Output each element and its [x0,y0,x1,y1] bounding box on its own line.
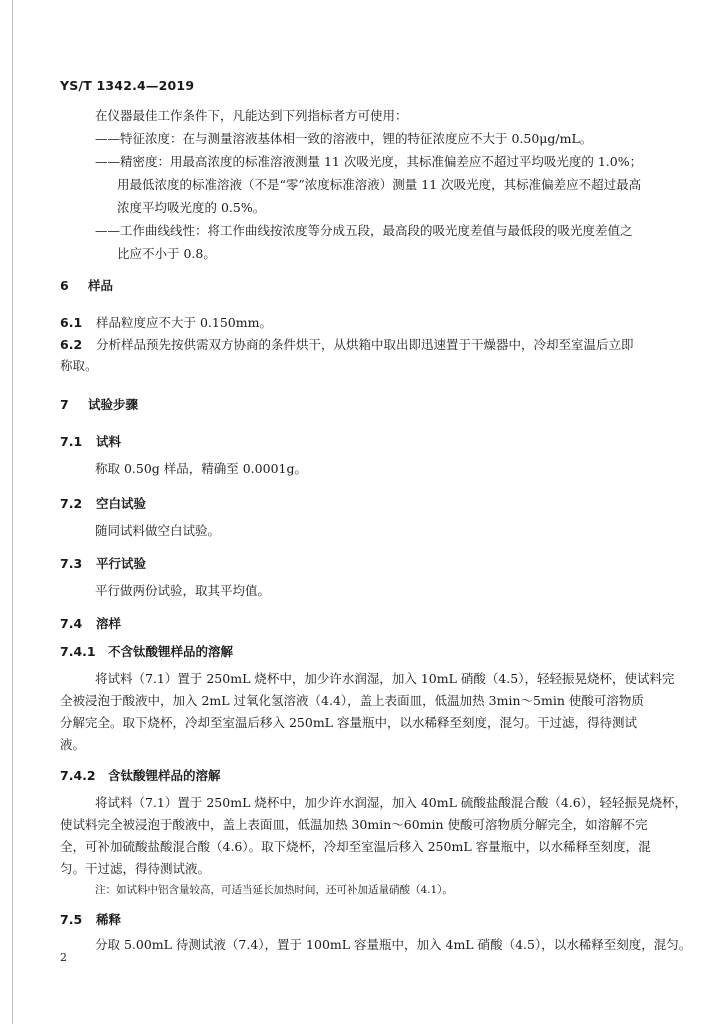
clause-6-2-line-2: 称取。 [60,358,98,373]
clause-number: 7.5 [60,912,83,927]
clause-7-4-2-line-2: 使试料完全被浸泡于酸液中，盖上表面皿，低温加热 30min～60min 使酸可溶物质分解完全，如溶解不完 [60,817,648,832]
clause-title: 溶样 [96,616,122,631]
clause-7-2-heading [60,494,146,512]
clause-7-4-1-line-2: 全被浸泡于酸液中，加入 2mL 过氧化氢溶液（4.4），盖上表面皿，低温加热 3min～5min 使酸可溶物质 [60,693,644,708]
intro-line-1: ——特征浓度：在与测量溶液基体相一致的溶液中，锂的特征浓度应不大于 0.50μg/mL。 [95,131,593,146]
clause-number: 6.1 [60,315,83,330]
clause-7-4-1-line-4: 液。 [60,737,86,752]
section-number: 6 [60,278,69,293]
clause-number: 7.3 [60,556,83,571]
section-title: 试验步骤 [88,397,139,412]
clause-title: 不含钛酸锂样品的溶解 [108,644,234,659]
clause-7-1-heading [60,432,121,450]
clause-number: 7.4.1 [60,644,96,659]
section-7-heading [60,395,138,413]
clause-7-4-heading [60,614,121,632]
section-number: 7 [60,397,69,412]
clause-6-2 [60,334,634,355]
clause-7-5-text: 分取 5.00mL 待测试液（7.4），置于 100mL 容量瓶中，加入 4mL 硝酸（4.5），以水稀释至刻度，混匀。 [95,937,692,952]
clause-title: 平行试验 [96,556,147,571]
clause-7-4-1-line-3: 分解完全。取下烧杯，冷却至室温后移入 250mL 容量瓶中，以水稀释至刻度，混匀。干过滤，得待测试 [60,715,637,730]
clause-text-line-1: 分析样品预先按供需双方协商的条件烘干，从烘箱中取出即迅速置于干燥器中，冷却至室温后立即 [96,337,634,352]
scan-edge-line [12,0,13,1024]
clause-number: 7.4 [60,616,83,631]
clause-7-4-2-line-1: 将试料（7.1）置于 250mL 烧杯中，加少许水润湿，加入 40mL 硫酸盐酸混合酸（4.6），轻轻振晃烧杯， [95,795,687,810]
intro-line-4: 浓度平均吸光度的 0.5%。 [117,200,266,215]
clause-text: 样品粒度应不大于 0.150mm。 [96,315,272,330]
clause-7-4-1-heading [60,642,233,660]
standard-id-header: YS/T 1342.4—2019 [60,78,195,93]
clause-number: 7.4.2 [60,768,96,783]
clause-7-4-2-heading [60,766,221,784]
clause-7-1-text: 称取 0.50g 样品，精确至 0.0001g。 [95,461,307,476]
section-title: 样品 [88,278,114,293]
clause-7-3-heading [60,554,146,572]
intro-lead: 在仪器最佳工作条件下，凡能达到下列指标者方可使用： [95,108,408,123]
section-6-heading [60,276,113,294]
clause-number: 7.1 [60,434,83,449]
intro-line-5: ——工作曲线线性：将工作曲线按浓度等分成五段，最高段的吸光度差值与最低段的吸光度差值之 [95,223,633,238]
intro-line-2: ——精密度：用最高浓度的标准溶液测量 11 次吸光度，其标准偏差应不超过平均吸光度的 1.0%； [95,154,643,169]
clause-7-3-text: 平行做两份试验，取其平均值。 [95,583,271,598]
note: 注：如试料中铝含量较高，可适当延长加热时间，还可补加适量硝酸（4.1）。 [95,884,453,896]
clause-number: 7.2 [60,496,83,511]
clause-title: 含钛酸锂样品的溶解 [108,768,221,783]
intro-line-6: 比应不小于 0.8。 [117,246,216,261]
clause-title: 试料 [96,434,122,449]
clause-6-1 [60,312,272,333]
clause-title: 稀释 [96,912,122,927]
clause-7-4-2-line-3: 全，可补加硫酸盐酸混合酸（4.6）。取下烧杯，冷却至室温后移入 250mL 容量瓶中，以水稀释至刻度，混 [60,839,651,854]
page-number: 2 [60,951,67,964]
clause-7-4-2-line-4: 匀。干过滤，得待测试液。 [60,861,211,876]
clause-7-5-heading [60,910,121,928]
clause-number: 6.2 [60,337,83,352]
intro-line-3: 用最低浓度的标准溶液（不是“零”浓度标准溶液）测量 11 次吸光度，其标准偏差应不超过最高 [117,177,642,192]
clause-7-2-text: 随同试料做空白试验。 [95,523,221,538]
clause-7-4-1-line-1: 将试料（7.1）置于 250mL 烧杯中，加少许水润湿，加入 10mL 硝酸（4.5），轻轻振晃烧杯，使试料完 [95,671,675,686]
clause-title: 空白试验 [96,496,147,511]
